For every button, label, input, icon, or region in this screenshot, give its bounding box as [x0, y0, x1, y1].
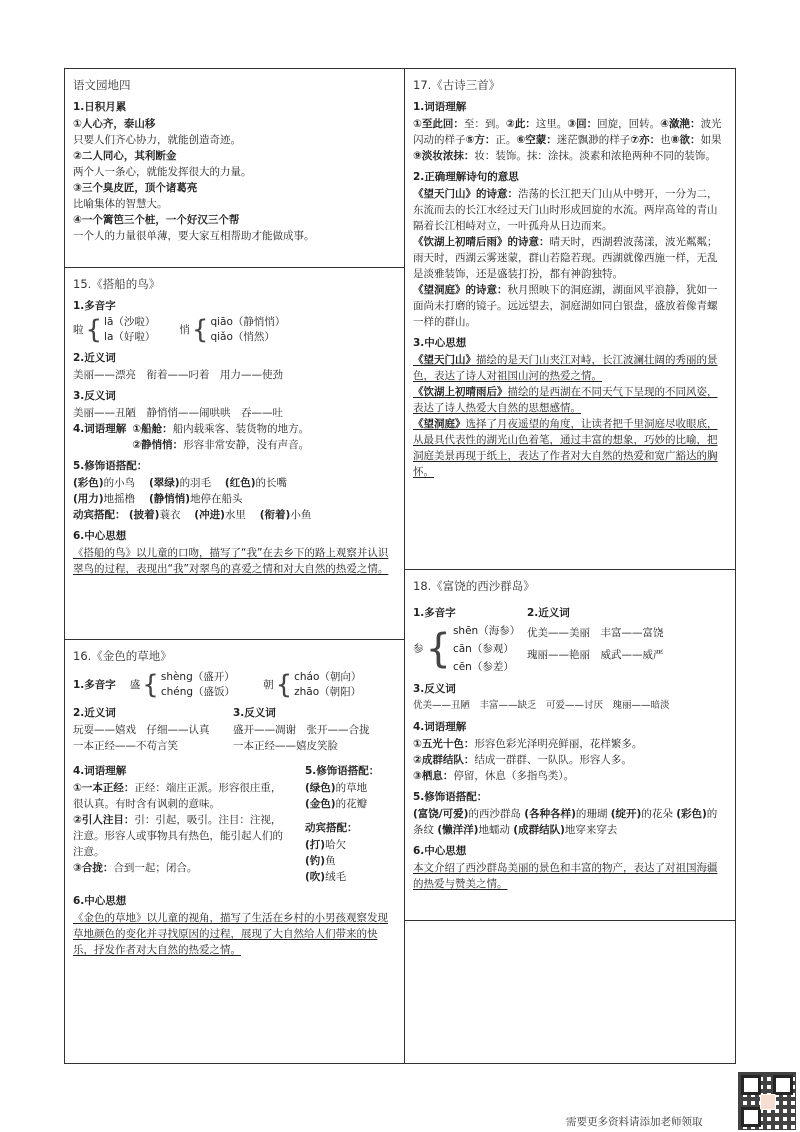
synonyms: 瑰丽——艳丽 威武——威严 — [527, 649, 664, 661]
heading-central-idea: 6.中心思想 — [73, 895, 127, 907]
heading-modifiers: 5.修饰语搭配： — [305, 765, 380, 777]
term: ⑤方： — [465, 134, 496, 146]
modifier: (红色) — [224, 477, 256, 489]
modifier-paragraph — [413, 806, 727, 838]
noun: 地蠕动 — [478, 824, 510, 836]
noun: 地摇橹 — [103, 493, 136, 505]
antonyms: 优美——丑陋 丰富——缺乏 可爱——讨厌 瑰丽——暗淡 — [413, 700, 670, 711]
polyphone-synonym-grid — [413, 600, 727, 676]
idea-text: 描绘的是西湖在不同天气下呈现的不同风姿，表达了诗人热爱大自然的思想感情。 — [413, 386, 718, 414]
definition: 迷茫飘渺的样子 — [556, 134, 631, 146]
idiom-4: ④一个篱笆三个桩，一个好汉三个帮 — [73, 214, 240, 226]
antonyms: 一本正经——嬉皮笑脸 — [233, 740, 338, 752]
definition: 妆：装饰。抹：涂抹。淡素和浓艳两种不同的装饰。 — [474, 150, 716, 162]
polyphone-char: 悄 — [179, 323, 190, 336]
poem-title: 《望洞庭》 — [413, 418, 466, 430]
idiom-2: ②二人同心，其利断金 — [73, 150, 177, 162]
definition: 至：到。 — [463, 118, 506, 130]
reading: la（好啦） — [104, 331, 156, 343]
definition: 合到一起；闭合。 — [113, 862, 198, 874]
term: ②成群结队： — [413, 754, 475, 766]
word-entry — [73, 860, 291, 876]
idea-text: 描绘的是天门山夹江对峙，长江波澜壮阔的秀丽的景色，表达了诗人对祖国山河的热爱之情。 — [413, 354, 718, 382]
heading-word-understanding: 4.词语理解 — [413, 721, 467, 733]
noun: 地穿来穿去 — [564, 824, 618, 836]
term: ⑨淡妆浓抹： — [413, 150, 475, 162]
worksheet-page — [64, 68, 736, 1064]
modifier: (金色) — [305, 798, 336, 810]
reading: shēn（海参） — [452, 625, 521, 637]
brace-icon: { — [85, 315, 103, 345]
verb: (冲进) — [194, 509, 225, 521]
modifier: (绿色) — [305, 782, 336, 794]
poem-explanation: 浩荡的长江把天门山从中劈开，一分为二，东流而去的长江水经过天门山时形成回旋的水流。两岸高耸的青山隔着长江相峙对立，一叶孤舟从日边而来。 — [413, 188, 718, 232]
heading-polyphones: 1.多音字 — [413, 607, 456, 619]
section-title: 语文园地四 — [73, 78, 131, 92]
poem-title: 《望天门山》的诗意： — [413, 188, 518, 200]
noun: 的花朵 — [641, 808, 673, 820]
reading: qiǎo（悄然） — [210, 331, 275, 343]
heading-word-understanding: 4.词语理解 — [73, 423, 127, 435]
noun: 的西沙群岛 — [468, 808, 521, 820]
modifier: (翠绿) — [148, 477, 180, 489]
brace-icon: { — [191, 315, 209, 345]
heading-synonyms: 2.近义词 — [73, 352, 116, 364]
verb: (打) — [305, 839, 326, 851]
synonym-antonym-grid — [73, 700, 396, 754]
modifier: (绽开) — [610, 808, 642, 820]
noun: 的羽毛 — [179, 477, 212, 489]
definition: 形容色彩光泽明亮鲜丽，花样繁多。 — [474, 738, 643, 750]
reading: qiāo（静悄悄） — [210, 316, 286, 328]
object: 小鱼 — [290, 509, 312, 521]
modifier: (各种各样) — [524, 808, 576, 820]
idea-text: 选择了月夜遥望的角度，让读者把千里洞庭尽收眼底，从最具代表性的湖光山色着笔，通过丰富的想象，巧妙的比喻，把洞庭美景再现于纸上，表达了作者对大自然的热爱和宽广豁达的胸怀。 — [413, 418, 718, 478]
term: ⑥空蒙： — [516, 134, 557, 146]
poem-meaning — [413, 186, 727, 234]
antonyms: 美丽——丑陋 静悄悄——闹哄哄 吞——吐 — [73, 407, 283, 419]
word-entry — [73, 780, 291, 812]
term: ③回： — [567, 118, 598, 130]
heading-word-understanding: 4.词语理解 — [73, 765, 127, 777]
poem-title: 《望天门山》 — [413, 354, 476, 366]
poem-title: 《望洞庭》的诗意： — [413, 284, 508, 296]
definition: 回旋，回转。 — [597, 118, 661, 130]
modifier-line — [73, 475, 396, 491]
reading: cēn（参差） — [452, 661, 514, 673]
central-idea: 《搭船的鸟》以儿童的口吻，描写了“我”在去乡下的路上观察并认识翠鸟的过程，表现出“我”对翠鸟的喜爱之情和对大自然的热爱之情。 — [73, 547, 389, 575]
idiom-3-meaning: 比喻集体的智慧大。 — [73, 198, 168, 210]
reading: cháo（朝向） — [294, 671, 362, 683]
section-title: 16.《金色的草地》 — [73, 649, 172, 663]
polyphone-char: 参 — [413, 642, 424, 655]
word-entry — [413, 736, 727, 752]
poem-explanation: 秋月照映下的洞庭湖，湖面风平浪静，犹如一面尚未打磨的镜子。远远望去，洞庭湖如同白银盘，盛放着像青螺一样的群山。 — [413, 284, 718, 328]
heading-central-idea: 6.中心思想 — [413, 845, 467, 857]
modifier: (成群结队) — [513, 824, 565, 836]
term: ③合拢： — [73, 862, 114, 874]
reading: lā（沙啦） — [104, 316, 156, 328]
heading-antonyms: 3.反义词 — [413, 683, 456, 695]
word-glosses — [413, 116, 727, 164]
central-idea — [413, 416, 727, 480]
left-column — [65, 69, 405, 1063]
heading-poem-meaning: 2.正确理解诗句的意思 — [413, 171, 519, 183]
brace-icon: { — [425, 626, 451, 672]
polyphone-char: 盛 — [129, 678, 141, 691]
term: ⑦亦： — [630, 134, 661, 146]
right-column — [405, 69, 735, 1063]
section-lesson-17 — [405, 69, 735, 564]
heading-daily-accumulation: 1.日积月累 — [73, 101, 127, 113]
definition: 如果 — [700, 134, 722, 146]
definition: 正。 — [495, 134, 517, 146]
poem-meaning — [413, 234, 727, 282]
noun: 的小鸟 — [103, 477, 136, 489]
object: 水里 — [224, 509, 246, 521]
footer-note: 需要更多资料请添加老师领取 — [566, 1116, 703, 1128]
modifier: (懒洋洋) — [437, 824, 479, 836]
object: 绒毛 — [325, 871, 347, 883]
word-entry — [73, 812, 291, 860]
reading: zhāo（朝阳） — [294, 686, 362, 698]
section-lesson-18 — [405, 569, 735, 921]
modifier: (彩色) — [73, 477, 104, 489]
definition: 正经：端庄正派。形容很庄重，很认真。有时含有讽刺的意味。 — [73, 782, 282, 810]
heading-synonyms: 2.近义词 — [73, 707, 116, 719]
definition: 波光闪动的样子 — [413, 118, 722, 146]
label: 动宾搭配： — [73, 509, 126, 521]
object: 蓑衣 — [159, 509, 181, 521]
word-understanding — [73, 421, 396, 453]
modifier-entry — [305, 780, 379, 796]
modifier: (用力) — [73, 493, 104, 505]
heading-modifiers: 5.修饰语搭配： — [73, 460, 148, 472]
idiom-2-meaning: 两个人一条心，就能发挥很大的力量。 — [73, 166, 252, 178]
polyphone-char: 朝 — [263, 678, 274, 691]
noun: 的长嘴 — [255, 477, 288, 489]
noun: 的条纹 — [413, 808, 718, 836]
heading-antonyms: 3.反义词 — [73, 390, 116, 402]
modifier: (富饶/可爱) — [413, 808, 469, 820]
word-entry — [413, 768, 727, 784]
definition: 也 — [660, 134, 671, 146]
noun: 的花瓣 — [335, 798, 368, 810]
verb-object-entry — [305, 869, 379, 885]
term: ⑧欲： — [670, 134, 701, 146]
modifier-entry — [305, 796, 379, 812]
section-lesson-15 — [65, 267, 404, 639]
heading-central-idea: 3.中心思想 — [413, 337, 467, 349]
heading-verb-object: 动宾搭配： — [305, 822, 358, 834]
qr-eye-icon — [741, 1107, 761, 1127]
poem-meaning — [413, 282, 727, 330]
reading: shèng（盛开） — [160, 671, 235, 683]
word-entry — [413, 752, 727, 768]
section-garden-four — [65, 69, 404, 267]
qr-code-icon[interactable] — [738, 1072, 796, 1130]
term: ①一本正经： — [73, 782, 135, 794]
central-idea — [413, 352, 727, 384]
modifier: (彩色) — [676, 808, 707, 820]
synonyms: 美丽——漂亮 衔着——叼着 用力——使劲 — [73, 369, 283, 381]
noun: 的草地 — [335, 782, 368, 794]
verb: (衔着) — [259, 509, 291, 521]
verb-object-line — [73, 507, 396, 523]
verb: (披着) — [128, 509, 160, 521]
polyphone-char: 啦 — [73, 323, 84, 336]
idiom-4-meaning: 一个人的力量很单薄，要大家互相帮助才能做成事。 — [73, 230, 315, 242]
section-title: 17.《古诗三首》 — [413, 78, 501, 92]
poem-title: 《饮湖上初晴后雨》的诗意： — [413, 236, 550, 248]
verb: (钓) — [305, 855, 326, 867]
central-idea: 《金色的草地》以儿童的视角，描写了生活在乡村的小男孩观察发现草地颜色的变化并寻找原因的过程，展现了大自然给人们带来的快乐，抒发作者对大自然的热爱之情。 — [73, 912, 388, 956]
noun: 的珊瑚 — [575, 808, 608, 820]
definition: 形容非常安静，没有声音。 — [183, 439, 310, 451]
central-idea: 本文介绍了西沙群岛美丽的景色和丰富的物产，表达了对祖国海疆的热爱与赞美之情。 — [413, 862, 718, 890]
brace-icon: { — [142, 670, 159, 700]
term: ①船舱： — [132, 423, 173, 435]
section-title: 18.《富饶的西沙群岛》 — [413, 579, 535, 593]
heading-antonyms: 3.反义词 — [233, 707, 276, 719]
definition: 这里。 — [535, 118, 568, 130]
antonyms: 盛开——凋谢 张开——合拢 — [233, 724, 370, 736]
polyphone-row — [73, 315, 396, 345]
synonyms: 一本正经——不苟言笑 — [73, 740, 178, 752]
idiom-1-meaning: 只要人们齐心协力，就能创造奇迹。 — [73, 134, 241, 146]
modifier: (静悄悄) — [148, 493, 191, 505]
object: 鱼 — [325, 855, 336, 867]
verb-object-entry — [305, 837, 379, 853]
section-title: 15.《搭船的鸟》 — [73, 277, 161, 291]
term: ②引人注目： — [73, 814, 135, 826]
term: ②静悄悄： — [132, 439, 184, 451]
synonyms: 优美——美丽 丰富——富饶 — [527, 627, 664, 639]
verb: (吹) — [305, 871, 326, 883]
brace-icon: { — [275, 670, 293, 700]
idiom-3: ③三个臭皮匠，顶个诸葛亮 — [73, 182, 198, 194]
term: ②此： — [505, 118, 536, 130]
poem-title: 《饮湖上初晴雨后》 — [413, 386, 508, 398]
definition: 停留，休息（多指鸟类）。 — [453, 770, 575, 782]
definition: 引：引起，吸引。注目：注视，注意。形容人或事物具有热色，能引起人们的注意。 — [73, 814, 283, 858]
central-idea — [413, 384, 727, 416]
qr-eye-icon — [773, 1075, 793, 1095]
term: ④潋滟： — [660, 118, 701, 130]
definition: 船内载乘客、装货物的地方。 — [172, 423, 310, 435]
modifier-line — [73, 491, 396, 507]
heading-modifiers: 5.修饰语搭配： — [413, 791, 488, 803]
synonyms: 玩耍——嬉戏 仔细——认真 — [73, 724, 210, 736]
words-modifiers-grid — [73, 758, 396, 885]
polyphone-row — [73, 670, 396, 700]
reading: cān（参观） — [452, 643, 514, 655]
reading: chéng（盛饭） — [160, 686, 236, 698]
term: ①五光十色： — [413, 738, 475, 750]
avatar-icon — [760, 1094, 776, 1110]
term: ①至此回： — [413, 118, 464, 130]
heading-word-understanding: 1.词语理解 — [413, 101, 467, 113]
heading-synonyms: 2.近义词 — [527, 607, 570, 619]
noun: 地停在船头 — [190, 493, 243, 505]
verb-object-entry — [305, 853, 379, 869]
idiom-1: ①人心齐，泰山移 — [73, 118, 156, 130]
polyphone-row — [413, 622, 523, 676]
term: ③栖息： — [413, 770, 454, 782]
qr-eye-icon — [741, 1075, 761, 1095]
object: 哈欠 — [325, 839, 347, 851]
heading-polyphones: 1.多音字 — [73, 678, 116, 691]
section-lesson-16 — [65, 639, 404, 1063]
poem-explanation: 晴天时，西湖碧波荡漾，波光粼粼；雨天时，西湖云雾迷蒙，群山若隐若现。西湖就像西施一样，无乱是淡雅装饰，还是盛装打扮，都有神韵独特。 — [413, 236, 718, 280]
definition: 结成一群群、一队队。形容人多。 — [474, 754, 632, 766]
heading-central-idea: 6.中心思想 — [73, 530, 127, 542]
heading-polyphones: 1.多音字 — [73, 300, 116, 312]
